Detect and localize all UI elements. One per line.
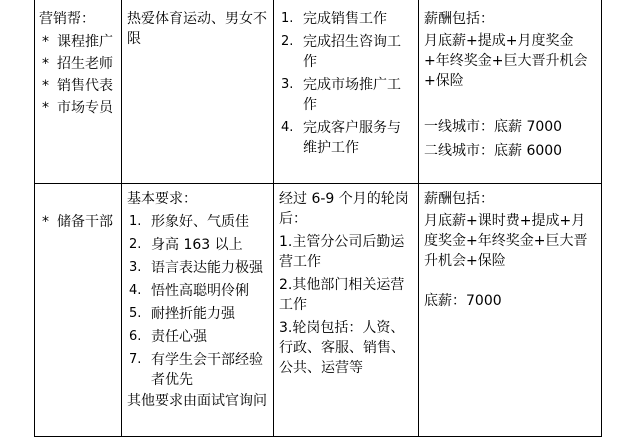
bullet-icon: * — [42, 78, 49, 94]
list-item: 2. 身高 163 以上 — [129, 237, 243, 253]
duties-intro: 经过 6-9 个月的轮岗后： — [279, 191, 409, 227]
table-border-bottom — [34, 436, 602, 437]
salary-body: 月底薪+课时费+提成+月度奖金+年终奖金+巨大晋升机会+保险 — [424, 213, 588, 269]
list-item: * 课程推广 — [42, 34, 113, 50]
bullet-icon: * — [42, 100, 49, 116]
list-item: 5. 耐挫折能力强 — [129, 306, 235, 322]
salary-header: 薪酬包括： — [424, 191, 494, 207]
duties-list — [279, 9, 412, 158]
table-border-left — [34, 0, 35, 437]
bullet-icon: * — [42, 214, 49, 230]
row1-position-cell — [39, 9, 119, 120]
list-item: 4. 悟性高聪明伶俐 — [129, 283, 249, 299]
salary-header: 薪酬包括： — [424, 11, 494, 27]
bullet-icon: * — [42, 56, 49, 72]
list-item: 1. 形象好、气质佳 — [129, 214, 249, 230]
list-item: * 招生老师 — [42, 56, 113, 72]
position-header: 营销帮： — [39, 11, 95, 27]
requirements-text: 热爱体育运动、男女不限 — [127, 11, 267, 47]
list-item: 3. 完成市场推广工作 — [281, 77, 401, 113]
duties-paragraph: 3.轮岗包括：人资、行政、客服、销售、公共、运营等 — [279, 320, 405, 376]
list-item: * 销售代表 — [42, 78, 113, 94]
row2-position-cell — [39, 212, 119, 234]
position-list — [39, 212, 119, 232]
column-divider-2 — [273, 0, 274, 437]
list-item: 4. 完成客户服务与维护工作 — [281, 120, 401, 156]
job-table — [34, 0, 602, 437]
list-item: 7. 有学生会干部经验者优先 — [129, 352, 263, 388]
row1-requirements-cell — [127, 9, 269, 49]
duties-paragraph: 1.主管分公司后勤运营工作 — [279, 234, 405, 270]
row2-salary-cell — [424, 189, 596, 311]
bullet-icon: * — [42, 34, 49, 50]
list-item: * 市场专员 — [42, 100, 113, 116]
list-item: 3. 语言表达能力极强 — [129, 260, 263, 276]
salary-line: 一线城市：底薪 7000 — [424, 119, 563, 135]
salary-line: 底薪：7000 — [424, 293, 502, 309]
list-item: 1. 完成销售工作 — [281, 11, 387, 27]
requirements-header: 基本要求： — [127, 191, 197, 207]
row1-duties-cell — [279, 9, 412, 158]
list-item: 2. 完成招生咨询工作 — [281, 34, 401, 70]
row-divider — [34, 183, 602, 184]
row2-requirements-cell — [127, 189, 271, 411]
salary-body: 月底薪+提成+月度奖金+年终奖金+巨大晋升机会+保险 — [424, 33, 588, 89]
list-item: 6. 责任心强 — [129, 329, 207, 345]
requirements-footer: 其他要求由面试官询问 — [127, 393, 267, 409]
table-border-right — [601, 0, 602, 437]
position-list — [39, 32, 119, 118]
row2-duties-cell — [279, 189, 414, 378]
column-divider-3 — [418, 0, 419, 437]
column-divider-1 — [121, 0, 122, 437]
requirements-list — [127, 212, 271, 390]
salary-line: 二线城市：底薪 6000 — [424, 143, 563, 159]
list-item: * 储备干部 — [42, 214, 113, 230]
duties-paragraph: 2.其他部门相关运营工作 — [279, 277, 405, 313]
row1-salary-cell — [424, 9, 594, 161]
